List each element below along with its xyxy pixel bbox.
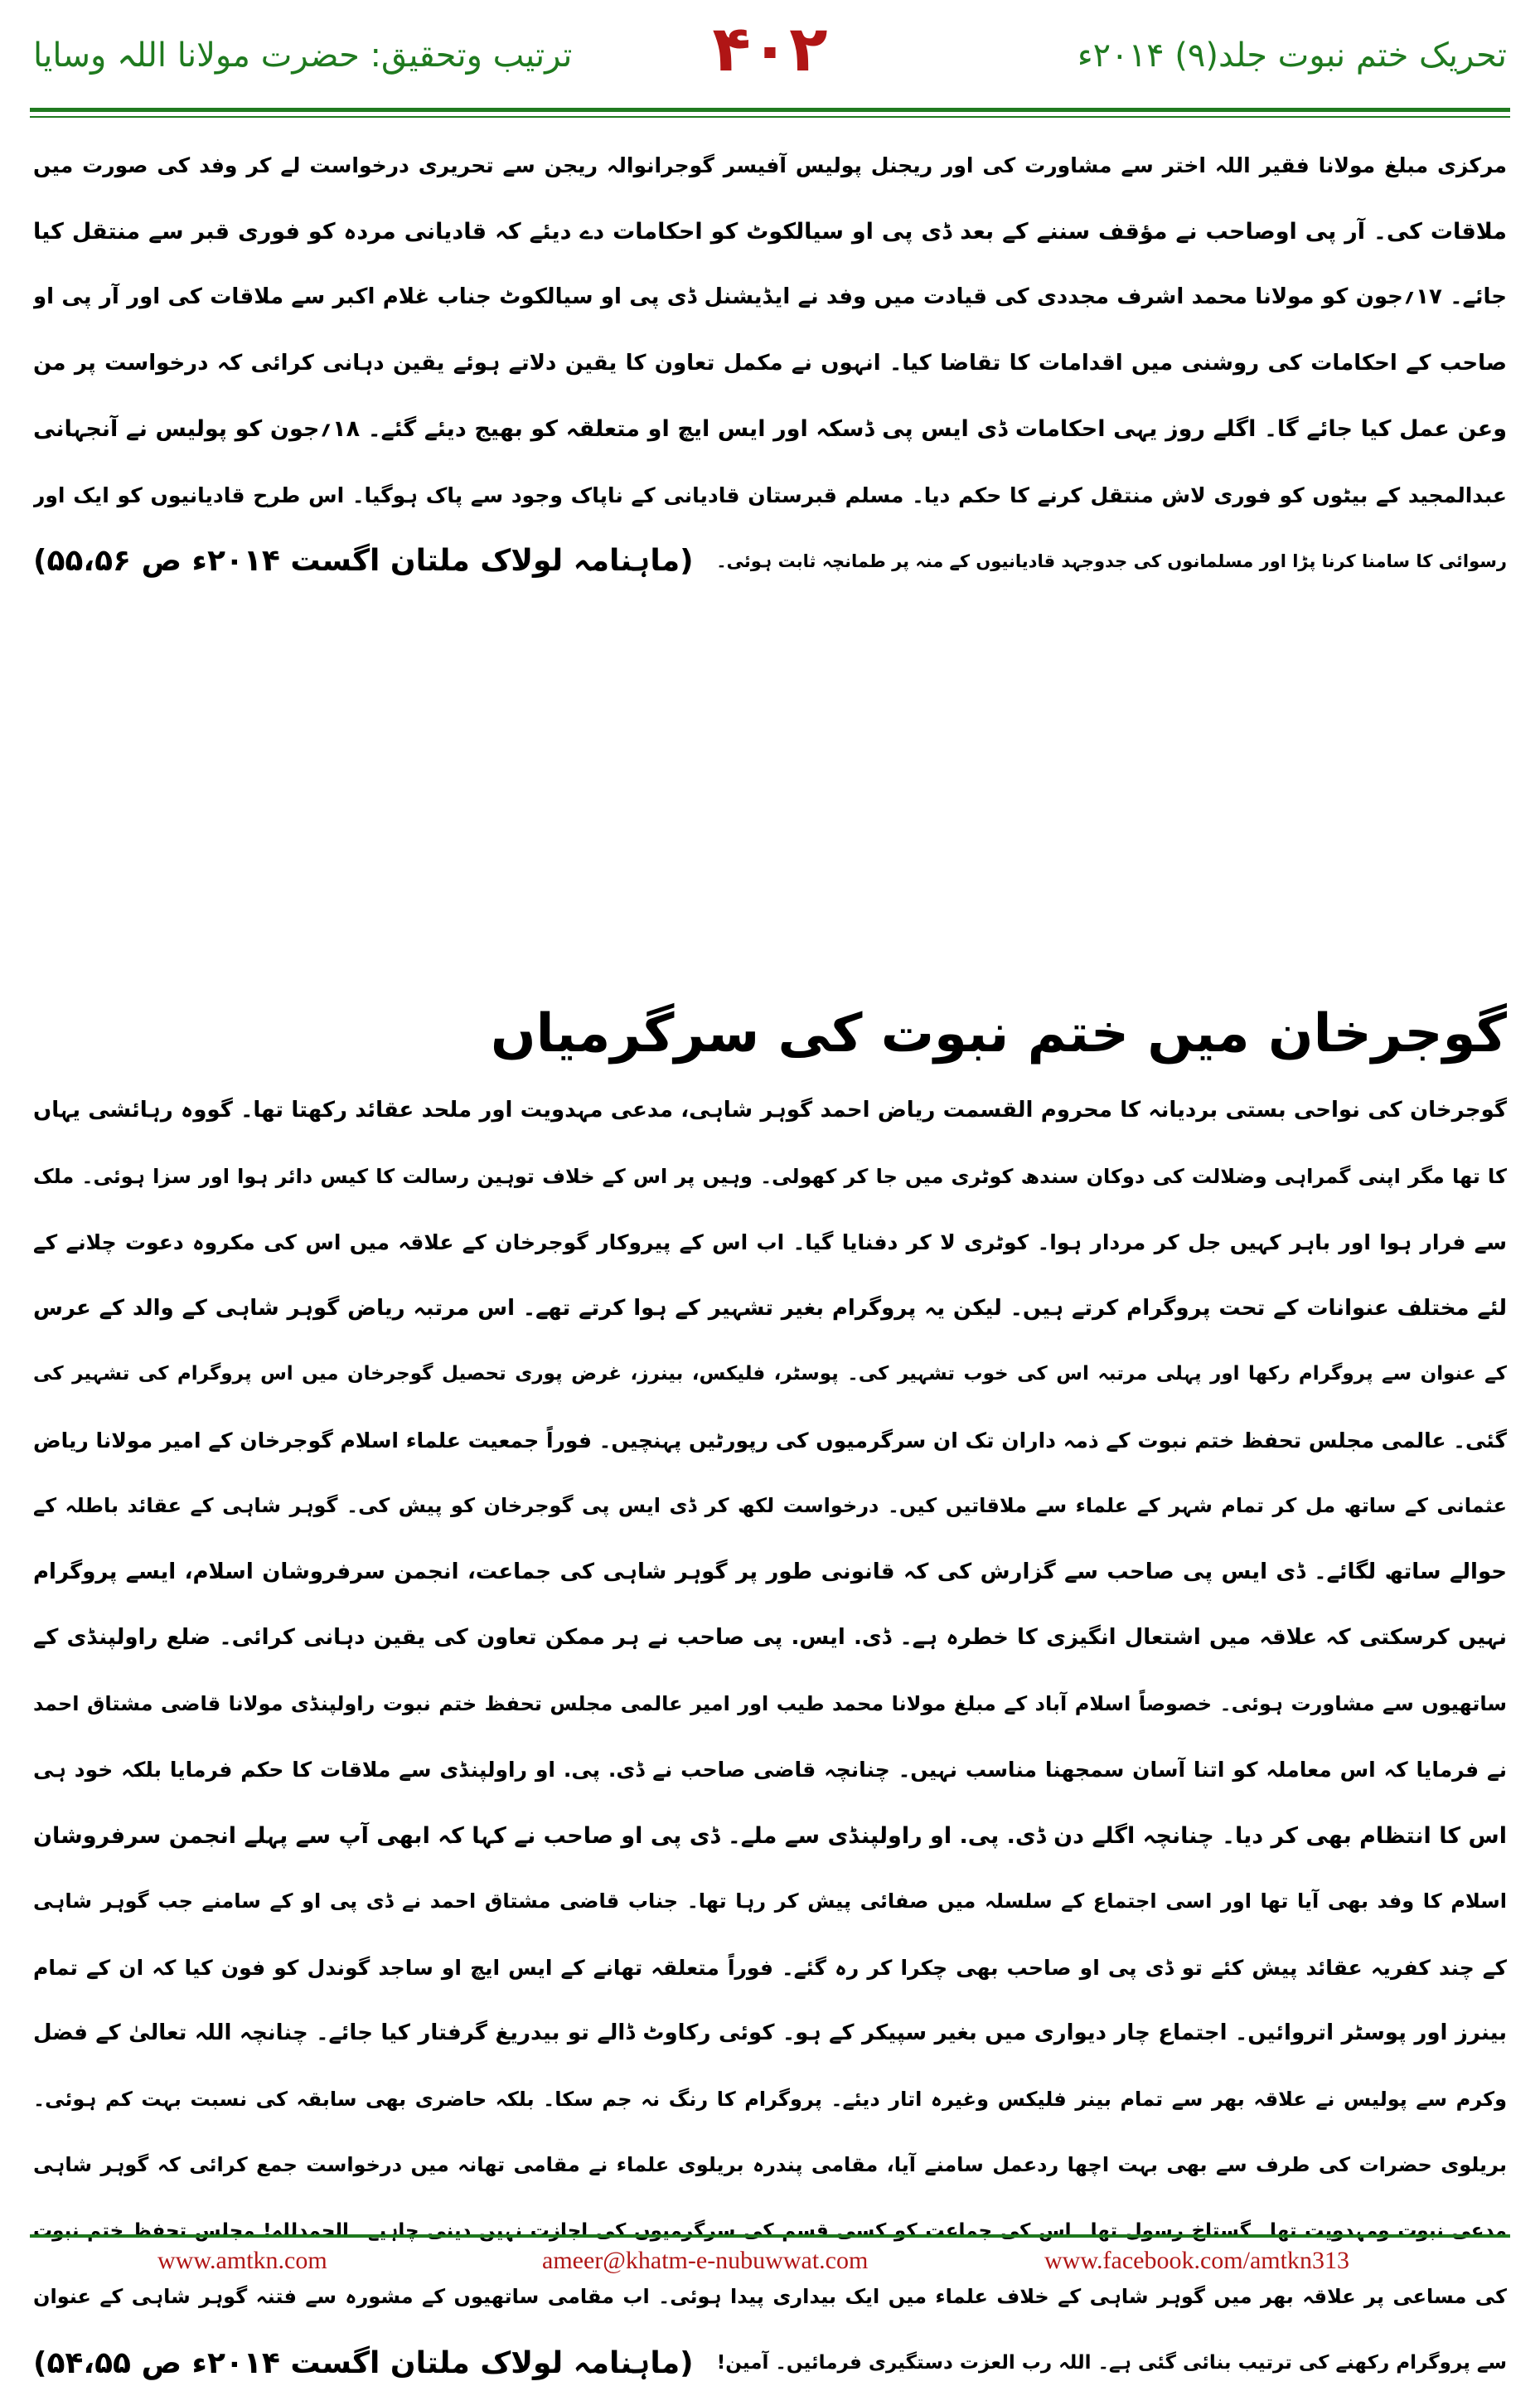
text-line: لئے مختلف عنوانات کے تحت پروگرام کرتے ہیں۔ لیکن یہ پروگرام بغیر تشہیر کے ہوا کرتے تھے۔ اس مرتبہ ریاض گوہر شاہی کے والد کے عرس — [33, 1276, 1507, 1342]
section-1-closing-row — [33, 528, 1507, 594]
text-line: مرکزی مبلغ مولانا فقیر اللہ اختر سے مشاورت کی اور ریجنل پولیس آفیسر گوجرانوالہ ریجن سے تحریری درخواست لے کر وفد کی صورت میں — [33, 133, 1507, 199]
text-line: سے فرار ہوا اور باہر کہیں جل کر مردار ہوا۔ کوٹری لا کر دفنایا گیا۔ اب اس کے پیروکار گوجرخان کے علاقہ میں اس کی مکروہ دعوت چلانے کے — [33, 1210, 1507, 1276]
text-line: جائے۔ ۱۷؍جون کو مولانا محمد اشرف مجددی کی قیادت میں وفد نے ایڈیشنل ڈی پی او سیالکوٹ جناب غلام اکبر سے ملاقات کی اور آر پی او — [33, 264, 1507, 331]
text-line: بینرز اور پوسٹر اتروائیں۔ اجتماع چار دیواری میں بغیر سپیکر کے ہو۔ کوئی رکاوٹ ڈالے تو بیدریغ گرفتار کیا جائے۔ چنانچہ اللہ تعالیٰ کے فضل — [33, 2001, 1507, 2067]
section-2-closing-row — [33, 2331, 1507, 2396]
section-1-text — [33, 133, 1507, 594]
text-line: ملاقات کی۔ آر پی اوصاحب نے مؤقف سننے کے بعد ڈی پی او سیالکوٹ کو احکامات دے دیئے کہ قادیانی مردہ کو فوری قبر سے منتقل کیا — [33, 199, 1507, 265]
facebook-link[interactable]: www.facebook.com/amtkn313 — [1044, 2247, 1349, 2275]
text-line: نہیں کرسکتی کہ علاقہ میں اشتعال انگیزی کا خطرہ ہے۔ ڈی. ایس. پی صاحب نے ہر ممکن تعاون کی یقین دہانی کرائی۔ ضلع راولپنڈی کے — [33, 1605, 1507, 1671]
text-line: عبدالمجید کے بیٹوں کو فوری لاش منتقل کرنے کا حکم دیا۔ مسلم قبرستان قادیانی کے ناپاک وجود سے پاک ہوگیا۔ اس طرح قادیانیوں کو ایک اور — [33, 463, 1507, 529]
closing-line: سے پروگرام رکھنے کی ترتیب بنائی گئی ہے۔ اللہ رب العزت دستگیری فرمائیں۔ آمین! — [717, 2352, 1507, 2374]
header-rule-thin — [30, 116, 1510, 118]
text-line: کی مساعی پر علاقہ بھر میں گوہر شاہی کے خلاف علماء میں ایک بیداری پیدا ہوئی۔ اب مقامی ساتھیوں کے مشورہ سے فتنہ گوہر شاہی کے عنوان — [33, 2264, 1507, 2331]
book-title: تحریک ختم نبوت جلد(۹) ۲۰۱۴ء — [1078, 36, 1507, 75]
text-line: حوالے ساتھ لگائے۔ ڈی ایس پی صاحب سے گزارش کی کہ قانونی طور پر گوہر شاہی کی جماعت، انجمن سرفروشان اسلام، ایسے پروگرام — [33, 1540, 1507, 1606]
header-rule — [30, 108, 1510, 112]
text-line: اس کا انتظام بھی کر دیا۔ چنانچہ اگلے دن ڈی. پی. او راولپنڈی سے ملے۔ ڈی پی او صاحب نے کہا کہ ابھی آپ سے پہلے انجمن سرفروشان — [33, 1803, 1507, 1870]
text-line: ساتھیوں سے مشاورت ہوئی۔ خصوصاً اسلام آباد کے مبلغ مولانا محمد طیب اور امیر عالمی مجلس تحفظ ختم نبوت راولپنڈی مولانا قاضی مشتاق احمد — [33, 1671, 1507, 1738]
email-link[interactable]: ameer@khatm-e-nubuwwat.com — [542, 2247, 868, 2275]
compiler-credit: ترتیب وتحقیق: حضرت مولانا اللہ وسایا — [33, 36, 572, 75]
text-line: وکرم سے پولیس نے علاقہ بھر سے تمام بینر فلیکس وغیرہ اتار دیئے۔ پروگرام کا رنگ نہ جم سکا۔ بلکہ حاضری بھی سابقہ کی نسبت بہت کم ہوئی۔ — [33, 2067, 1507, 2133]
text-line: کے عنوان سے پروگرام رکھا اور پہلی مرتبہ اس کی خوب تشہیر کی۔ پوسٹر، فلیکس، بینرز، غرض پوری تحصیل گوجرخان میں اس پروگرام کی تشہیر کی — [33, 1341, 1507, 1408]
citation: (ماہنامہ لولاک ملتان اگست ۲۰۱۴ء ص ۵۴،۵۵) — [33, 2346, 694, 2380]
section-heading: گوجرخان میں ختم نبوت کی سرگرمیاں — [491, 1003, 1507, 1065]
page-footer — [0, 2243, 1540, 2285]
text-line: بریلوی حضرات کی طرف سے بھی بہت اچھا ردعمل سامنے آیا، مقامی پندرہ بریلوی علماء نے مقامی تھانہ میں درخواست جمع کرائی کہ گوہر شاہی — [33, 2132, 1507, 2199]
page-header — [0, 0, 1540, 124]
website-link[interactable]: www.amtkn.com — [157, 2247, 327, 2275]
text-line: عثمانی کے ساتھ مل کر تمام شہر کے علماء سے ملاقاتیں کیں۔ درخواست لکھ کر ڈی ایس پی گوجرخان کو پیش کی۔ گوہر شاہی کے عقائد باطلہ کے — [33, 1473, 1507, 1540]
text-line: مدعی نبوت ومہدویت تھا۔ گستاخ رسول تھا۔ اس کی جماعت کو کسی قسم کی سرگرمیوں کی اجازت نہیں دینی چاہیے۔ الحمدللہ! مجلس تحفظ ختم نبوت — [33, 2199, 1507, 2265]
text-line: صاحب کے احکامات کی روشنی میں اقدامات کا تقاضا کیا۔ انہوں نے مکمل تعاون کا یقین دلاتے ہوئے یقین دہانی کرائی کہ درخواست پر من — [33, 331, 1507, 397]
text-line: گئی۔ عالمی مجلس تحفظ ختم نبوت کے ذمہ داران تک ان سرگرمیوں کی رپورٹیں پہنچیں۔ فوراً جمعیت علماء اسلام گوجرخان کے امیر مولانا ریاض — [33, 1408, 1507, 1474]
footer-rule — [30, 2234, 1510, 2238]
text-line: کا تھا مگر اپنی گمراہی وضلالت کی دوکان سندھ کوٹری میں جا کر کھولی۔ وہیں پر اس کے خلاف توہین رسالت کا کیس دائر ہوا اور سزا ہوئی۔ ملک — [33, 1144, 1507, 1210]
text-line: گوجرخان کی نواحی بستی بردیانہ کا محروم القسمت ریاض احمد گوہر شاہی، مدعی مہدویت اور ملحد عقائد رکھتا تھا۔ گووہ رہائشی یہاں — [33, 1078, 1507, 1144]
text-line: اسلام کا وفد بھی آیا تھا اور اسی اجتماع کے سلسلہ میں صفائی پیش کر رہا تھا۔ جناب قاضی مشتاق احمد نے ڈی پی او کے سامنے جب گوہر شاہی — [33, 1869, 1507, 1935]
text-line: نے فرمایا کہ اس معاملہ کو اتنا آسان سمجھنا مناسب نہیں۔ چنانچہ قاضی صاحب نے ڈی. پی. او راولپنڈی سے ملاقات کا حکم فرمایا بلکہ خود ہی — [33, 1737, 1507, 1803]
text-line: کے چند کفریہ عقائد پیش کئے تو ڈی پی او صاحب بھی چکرا کر رہ گئے۔ فوراً متعلقہ تھانے کے ایس ایچ او ساجد گوندل کو فون کیا کہ ان کے تمام — [33, 1935, 1507, 2001]
closing-line: رسوائی کا سامنا کرنا پڑا اور مسلمانوں کی جدوجہد قادیانیوں کے منہ پر طمانچہ ثابت ہوئی۔ — [716, 551, 1507, 571]
citation: (ماہنامہ لولاک ملتان اگست ۲۰۱۴ء ص ۵۵،۵۶) — [33, 544, 694, 578]
text-line: وعن عمل کیا جائے گا۔ اگلے روز یہی احکامات ڈی ایس پی ڈسکہ اور ایس ایچ او متعلقہ کو بھیج دیئے گئے۔ ۱۸؍جون کو پولیس نے آنجہانی — [33, 396, 1507, 463]
section-2-text — [33, 1078, 1507, 2396]
page-number: ۴۰۲ — [0, 12, 1540, 85]
